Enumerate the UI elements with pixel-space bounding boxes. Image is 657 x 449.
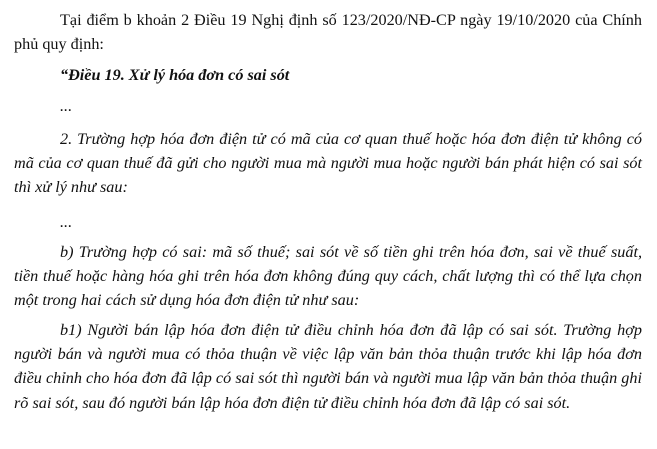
point-b-paragraph: b) Trường hợp có sai: mã số thuế; sai sót về số tiền ghi trên hóa đơn, sai về thuế suất, tiền thuế hoặc hàng hóa ghi trên hóa đơn không đúng quy cách, chất lượng thì có thể lựa chọn một trong hai cách sử dụng hóa đơn điện tử như sau: [14, 243, 642, 310]
clause-2-paragraph: 2. Trường hợp hóa đơn điện tử có mã của cơ quan thuế hoặc hóa đơn điện tử không có mã của cơ quan thuế đã gửi cho người mua mà người mua hoặc người bán phát hiện có sai sót thì xử lý như sau: [14, 130, 642, 197]
intro-paragraph: Tại điểm b khoản 2 Điều 19 Nghị định số 123/2020/NĐ-CP ngày 19/10/2020 của Chính phủ quy định: [14, 11, 642, 54]
article-heading: “Điều 19. Xử lý hóa đơn có sai sót [60, 66, 290, 84]
point-b1-paragraph: b1) Người bán lập hóa đơn điện tử điều chỉnh hóa đơn đã lập có sai sót. Trường hợp người bán và người mua có thỏa thuận về việc lập văn bản thỏa thuận trước khi lập hóa đơn điều chỉnh cho hóa đơn đã lập có sai sót thì người bán và người mua lập văn bản thỏa thuận ghi rõ sai sót, sau đó người bán lập hóa đơn điện tử điều chỉnh hóa đơn đã lập có sai sót. [14, 321, 642, 412]
ellipsis-1: ... [60, 97, 73, 115]
ellipsis-2: ... [60, 213, 73, 231]
